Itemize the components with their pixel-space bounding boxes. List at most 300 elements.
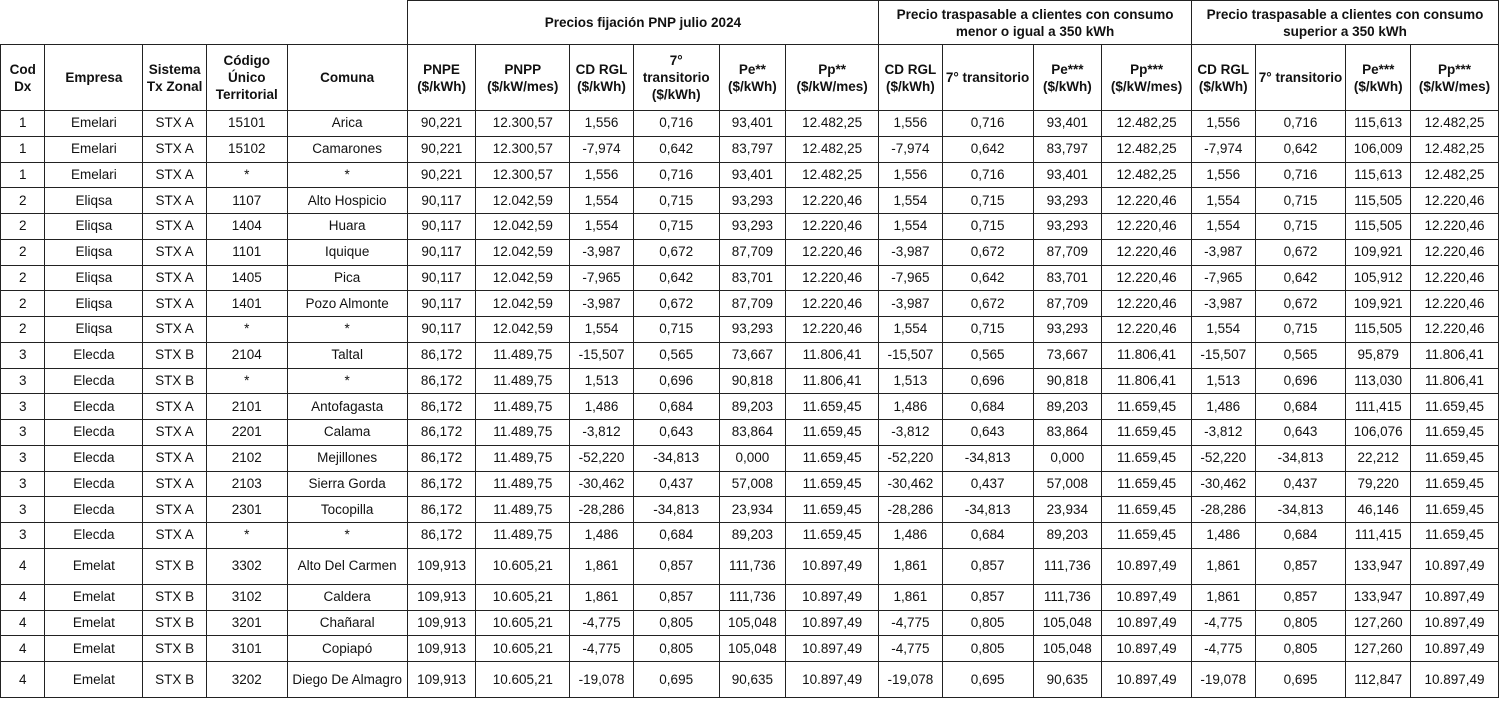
cell-cd-rgl: 1,554 xyxy=(570,317,634,343)
cell-codigo: 1101 xyxy=(206,239,287,265)
cell-pnpe: 90,221 xyxy=(407,111,476,137)
cell-cod-dx: 3 xyxy=(1,523,45,549)
cell-codigo: 15102 xyxy=(206,136,287,162)
cell-pnpp: 12.042,59 xyxy=(476,317,570,343)
cell-transitorio-le350: 0,695 xyxy=(942,662,1033,698)
cell-pp-le350: 12.220,46 xyxy=(1102,265,1192,291)
col-header-transitorio-gt350: 7° transitorio xyxy=(1255,45,1346,111)
cell-codigo: * xyxy=(206,368,287,394)
cell-pp: 11.659,45 xyxy=(786,445,879,471)
cell-transitorio-le350: -34,813 xyxy=(942,497,1033,523)
cell-pnpp: 12.042,59 xyxy=(476,291,570,317)
cell-pp-gt350: 12.482,25 xyxy=(1411,162,1499,188)
cell-cd-rgl: -3,987 xyxy=(570,291,634,317)
cell-cod-dx: 4 xyxy=(1,636,45,662)
cell-pp-gt350: 11.659,45 xyxy=(1411,523,1499,549)
cell-pnpe: 90,117 xyxy=(407,188,476,214)
cell-cd-rgl: 1,861 xyxy=(570,548,634,584)
cell-cd-rgl-le350: 1,513 xyxy=(879,368,943,394)
cell-cod-dx: 3 xyxy=(1,394,45,420)
cell-pe-le350: 89,203 xyxy=(1033,394,1102,420)
cell-pp-gt350: 11.806,41 xyxy=(1411,342,1499,368)
cell-pp-gt350: 11.659,45 xyxy=(1411,471,1499,497)
cell-pp-le350: 11.659,45 xyxy=(1102,445,1192,471)
cell-transitorio: 0,857 xyxy=(633,584,719,610)
col-header-empresa: Empresa xyxy=(45,45,143,111)
cell-cd-rgl-le350: 1,554 xyxy=(879,214,943,240)
cell-pe-gt350: 133,947 xyxy=(1346,548,1411,584)
cell-sistema: STX B xyxy=(143,584,207,610)
cell-codigo: 1401 xyxy=(206,291,287,317)
cell-transitorio-le350: 0,672 xyxy=(942,239,1033,265)
cell-transitorio-gt350: 0,716 xyxy=(1255,162,1346,188)
cell-cd-rgl: -4,775 xyxy=(570,636,634,662)
cell-cod-dx: 2 xyxy=(1,239,45,265)
cell-cod-dx: 2 xyxy=(1,265,45,291)
cell-pp-gt350: 12.482,25 xyxy=(1411,111,1499,137)
cell-comuna: Mejillones xyxy=(287,445,407,471)
cell-pe-gt350: 115,505 xyxy=(1346,214,1411,240)
cell-pnpp: 12.300,57 xyxy=(476,162,570,188)
cell-pe-gt350: 115,613 xyxy=(1346,162,1411,188)
cell-pnpp: 11.489,75 xyxy=(476,394,570,420)
cell-pp: 10.897,49 xyxy=(786,610,879,636)
cell-cd-rgl-gt350: 1,556 xyxy=(1192,162,1256,188)
table-row xyxy=(1,610,1499,636)
cell-pe-gt350: 127,260 xyxy=(1346,610,1411,636)
cell-pp-gt350: 10.897,49 xyxy=(1411,662,1499,698)
cell-codigo: 1404 xyxy=(206,214,287,240)
cell-cd-rgl-le350: -30,462 xyxy=(879,471,943,497)
cell-codigo: 3101 xyxy=(206,636,287,662)
cell-pnpp: 11.489,75 xyxy=(476,445,570,471)
cell-pe-le350: 111,736 xyxy=(1033,548,1102,584)
cell-empresa: Elecda xyxy=(45,497,143,523)
cell-codigo: 3302 xyxy=(206,548,287,584)
cell-cd-rgl: 1,554 xyxy=(570,188,634,214)
cell-cd-rgl: -3,812 xyxy=(570,420,634,446)
cell-empresa: Elecda xyxy=(45,471,143,497)
cell-codigo: 15101 xyxy=(206,111,287,137)
cell-cd-rgl: 1,556 xyxy=(570,162,634,188)
cell-cd-rgl: 1,486 xyxy=(570,523,634,549)
cell-comuna: * xyxy=(287,317,407,343)
cell-sistema: STX B xyxy=(143,548,207,584)
cell-pp-le350: 11.659,45 xyxy=(1102,420,1192,446)
cell-pe-le350: 83,701 xyxy=(1033,265,1102,291)
cell-empresa: Eliqsa xyxy=(45,317,143,343)
table-row xyxy=(1,523,1499,549)
cell-transitorio-le350: 0,696 xyxy=(942,368,1033,394)
col-header-pp-gt350: Pp*** ($/kW/mes) xyxy=(1411,45,1499,111)
cell-sistema: STX A xyxy=(143,188,207,214)
cell-codigo: 2101 xyxy=(206,394,287,420)
cell-transitorio: 0,805 xyxy=(633,636,719,662)
cell-cd-rgl-le350: 1,486 xyxy=(879,394,943,420)
cell-pnpp: 11.489,75 xyxy=(476,368,570,394)
cell-pnpe: 109,913 xyxy=(407,548,476,584)
table-row xyxy=(1,265,1499,291)
cell-pe: 90,635 xyxy=(719,662,786,698)
table-row xyxy=(1,239,1499,265)
cell-cd-rgl-gt350: 1,513 xyxy=(1192,368,1256,394)
cell-pe: 111,736 xyxy=(719,548,786,584)
cell-transitorio-gt350: 0,642 xyxy=(1255,136,1346,162)
cell-sistema: STX A xyxy=(143,136,207,162)
cell-pnpp: 11.489,75 xyxy=(476,420,570,446)
cell-pe-gt350: 111,415 xyxy=(1346,394,1411,420)
cell-cod-dx: 4 xyxy=(1,548,45,584)
cell-cd-rgl-gt350: 1,554 xyxy=(1192,188,1256,214)
cell-pnpe: 109,913 xyxy=(407,662,476,698)
cell-empresa: Eliqsa xyxy=(45,214,143,240)
table-row xyxy=(1,420,1499,446)
cell-pnpp: 10.605,21 xyxy=(476,610,570,636)
cell-transitorio-le350: 0,672 xyxy=(942,291,1033,317)
cell-pe: 111,736 xyxy=(719,584,786,610)
cell-transitorio-le350: 0,716 xyxy=(942,111,1033,137)
cell-transitorio-le350: 0,642 xyxy=(942,136,1033,162)
cell-pp: 11.659,45 xyxy=(786,471,879,497)
cell-cd-rgl-le350: -4,775 xyxy=(879,636,943,662)
group-header-le350: Precio traspasable a clientes con consumo menor o igual a 350 kWh xyxy=(879,1,1192,45)
cell-codigo: * xyxy=(206,523,287,549)
cell-sistema: STX A xyxy=(143,471,207,497)
cell-transitorio: 0,805 xyxy=(633,610,719,636)
cell-pe-le350: 93,401 xyxy=(1033,111,1102,137)
cell-pnpe: 90,221 xyxy=(407,136,476,162)
cell-pp-le350: 12.482,25 xyxy=(1102,162,1192,188)
cell-pp-gt350: 12.220,46 xyxy=(1411,291,1499,317)
cell-pp: 10.897,49 xyxy=(786,584,879,610)
cell-pe: 87,709 xyxy=(719,239,786,265)
cell-pp-le350: 12.220,46 xyxy=(1102,317,1192,343)
group-header-gt350: Precio traspasable a clientes con consumo superior a 350 kWh xyxy=(1192,1,1499,45)
cell-transitorio-le350: 0,857 xyxy=(942,548,1033,584)
cell-pe: 73,667 xyxy=(719,342,786,368)
cell-cd-rgl-le350: -52,220 xyxy=(879,445,943,471)
cell-empresa: Emelari xyxy=(45,162,143,188)
cell-cd-rgl: -28,286 xyxy=(570,497,634,523)
cell-cd-rgl-gt350: 1,554 xyxy=(1192,317,1256,343)
cell-pe-gt350: 106,076 xyxy=(1346,420,1411,446)
cell-pe-le350: 57,008 xyxy=(1033,471,1102,497)
cell-transitorio: 0,672 xyxy=(633,291,719,317)
cell-cd-rgl-le350: -7,974 xyxy=(879,136,943,162)
col-header-sistema: Sistema Tx Zonal xyxy=(143,45,207,111)
cell-pe: 93,293 xyxy=(719,317,786,343)
cell-pp-le350: 12.220,46 xyxy=(1102,239,1192,265)
cell-cd-rgl-le350: -3,987 xyxy=(879,291,943,317)
cell-transitorio-gt350: 0,684 xyxy=(1255,523,1346,549)
col-header-pnpp: PNPP ($/kW/mes) xyxy=(476,45,570,111)
cell-pe: 89,203 xyxy=(719,523,786,549)
cell-pnpe: 90,221 xyxy=(407,162,476,188)
cell-sistema: STX A xyxy=(143,394,207,420)
cell-pe: 23,934 xyxy=(719,497,786,523)
table-row xyxy=(1,214,1499,240)
cell-cd-rgl-le350: -19,078 xyxy=(879,662,943,698)
cell-codigo: 1107 xyxy=(206,188,287,214)
cell-comuna: Chañaral xyxy=(287,610,407,636)
cell-cd-rgl: 1,556 xyxy=(570,111,634,137)
cell-codigo: 2104 xyxy=(206,342,287,368)
cell-transitorio-le350: 0,437 xyxy=(942,471,1033,497)
cell-transitorio: 0,715 xyxy=(633,214,719,240)
cell-sistema: STX B xyxy=(143,368,207,394)
cell-pnpe: 90,117 xyxy=(407,291,476,317)
cell-pp-gt350: 12.220,46 xyxy=(1411,265,1499,291)
cell-pe-gt350: 133,947 xyxy=(1346,584,1411,610)
cell-pe-le350: 23,934 xyxy=(1033,497,1102,523)
cell-transitorio: 0,437 xyxy=(633,471,719,497)
cell-pnpp: 12.042,59 xyxy=(476,265,570,291)
cell-cod-dx: 3 xyxy=(1,342,45,368)
cell-pe-gt350: 105,912 xyxy=(1346,265,1411,291)
cell-empresa: Eliqsa xyxy=(45,265,143,291)
cell-pe-le350: 83,797 xyxy=(1033,136,1102,162)
cell-pe-le350: 89,203 xyxy=(1033,523,1102,549)
cell-pnpp: 12.042,59 xyxy=(476,214,570,240)
table-row xyxy=(1,394,1499,420)
col-header-comuna: Comuna xyxy=(287,45,407,111)
cell-transitorio-le350: 0,715 xyxy=(942,188,1033,214)
cell-cd-rgl-gt350: 1,486 xyxy=(1192,394,1256,420)
cell-pp-le350: 12.482,25 xyxy=(1102,111,1192,137)
cell-pe: 83,797 xyxy=(719,136,786,162)
cell-pe-le350: 73,667 xyxy=(1033,342,1102,368)
cell-cd-rgl-gt350: 1,861 xyxy=(1192,584,1256,610)
cell-pnpp: 11.489,75 xyxy=(476,342,570,368)
cell-transitorio: 0,643 xyxy=(633,420,719,446)
cell-sistema: STX A xyxy=(143,265,207,291)
cell-comuna: Arica xyxy=(287,111,407,137)
cell-transitorio-gt350: 0,857 xyxy=(1255,584,1346,610)
cell-transitorio: 0,672 xyxy=(633,239,719,265)
cell-pp: 12.220,46 xyxy=(786,214,879,240)
cell-pe-le350: 93,293 xyxy=(1033,214,1102,240)
cell-pnpe: 86,172 xyxy=(407,342,476,368)
cell-pe: 105,048 xyxy=(719,636,786,662)
cell-sistema: STX A xyxy=(143,497,207,523)
cell-empresa: Elecda xyxy=(45,523,143,549)
cell-pp: 12.220,46 xyxy=(786,291,879,317)
cell-pe-gt350: 111,415 xyxy=(1346,523,1411,549)
cell-pp-le350: 10.897,49 xyxy=(1102,548,1192,584)
cell-pp-gt350: 10.897,49 xyxy=(1411,548,1499,584)
cell-pe-gt350: 46,146 xyxy=(1346,497,1411,523)
cell-cd-rgl-le350: 1,861 xyxy=(879,584,943,610)
col-header-codigo: Código Único Territorial xyxy=(206,45,287,111)
cell-sistema: STX A xyxy=(143,445,207,471)
cell-pnpe: 86,172 xyxy=(407,420,476,446)
cell-cd-rgl-le350: 1,554 xyxy=(879,317,943,343)
cell-cd-rgl-gt350: 1,556 xyxy=(1192,111,1256,137)
cell-pe-le350: 90,818 xyxy=(1033,368,1102,394)
cell-pnpe: 90,117 xyxy=(407,239,476,265)
table-row xyxy=(1,662,1499,698)
cell-sistema: STX B xyxy=(143,610,207,636)
cell-pe: 87,709 xyxy=(719,291,786,317)
cell-cd-rgl-gt350: -3,987 xyxy=(1192,239,1256,265)
cell-pp-le350: 10.897,49 xyxy=(1102,584,1192,610)
cell-pe-gt350: 127,260 xyxy=(1346,636,1411,662)
cell-cd-rgl-le350: -3,812 xyxy=(879,420,943,446)
cell-pe-gt350: 109,921 xyxy=(1346,239,1411,265)
cell-comuna: * xyxy=(287,368,407,394)
cell-pe-le350: 93,401 xyxy=(1033,162,1102,188)
cell-codigo: 1405 xyxy=(206,265,287,291)
cell-pe-gt350: 95,879 xyxy=(1346,342,1411,368)
cell-empresa: Elecda xyxy=(45,445,143,471)
cell-comuna: Pozo Almonte xyxy=(287,291,407,317)
cell-pp: 12.220,46 xyxy=(786,188,879,214)
cell-sistema: STX B xyxy=(143,636,207,662)
cell-transitorio-gt350: 0,715 xyxy=(1255,214,1346,240)
cell-pe: 93,293 xyxy=(719,188,786,214)
table-body xyxy=(1,111,1499,698)
cell-transitorio: 0,642 xyxy=(633,265,719,291)
cell-cod-dx: 4 xyxy=(1,662,45,698)
cell-transitorio-gt350: 0,672 xyxy=(1255,239,1346,265)
cell-transitorio: 0,716 xyxy=(633,162,719,188)
cell-pnpe: 86,172 xyxy=(407,368,476,394)
cell-pp: 11.659,45 xyxy=(786,420,879,446)
table-row xyxy=(1,584,1499,610)
col-header-pe: Pe** ($/kWh) xyxy=(719,45,786,111)
cell-sistema: STX A xyxy=(143,523,207,549)
cell-pp-le350: 12.220,46 xyxy=(1102,291,1192,317)
table-row xyxy=(1,111,1499,137)
col-header-cd-rgl-gt350: CD RGL ($/kWh) xyxy=(1192,45,1256,111)
cell-cd-rgl-gt350: -7,965 xyxy=(1192,265,1256,291)
cell-cd-rgl: 1,861 xyxy=(570,584,634,610)
cell-transitorio-gt350: 0,715 xyxy=(1255,188,1346,214)
col-header-transitorio: 7° transitorio ($/kWh) xyxy=(633,45,719,111)
cell-codigo: 3102 xyxy=(206,584,287,610)
cell-pe-le350: 0,000 xyxy=(1033,445,1102,471)
cell-codigo: 2103 xyxy=(206,471,287,497)
cell-pnpp: 10.605,21 xyxy=(476,548,570,584)
cell-pe-le350: 93,293 xyxy=(1033,317,1102,343)
cell-sistema: STX A xyxy=(143,239,207,265)
cell-cod-dx: 3 xyxy=(1,471,45,497)
cell-pp-le350: 11.806,41 xyxy=(1102,342,1192,368)
cell-pnpe: 86,172 xyxy=(407,471,476,497)
cell-pe-le350: 87,709 xyxy=(1033,291,1102,317)
cell-cd-rgl: -7,974 xyxy=(570,136,634,162)
col-header-pnpe: PNPE ($/kWh) xyxy=(407,45,476,111)
cell-empresa: Elecda xyxy=(45,368,143,394)
cell-sistema: STX A xyxy=(143,162,207,188)
cell-codigo: 3201 xyxy=(206,610,287,636)
cell-transitorio-gt350: 0,684 xyxy=(1255,394,1346,420)
cell-transitorio: 0,684 xyxy=(633,394,719,420)
table-row xyxy=(1,548,1499,584)
cell-cod-dx: 3 xyxy=(1,445,45,471)
cell-pe: 57,008 xyxy=(719,471,786,497)
cell-pe-gt350: 22,212 xyxy=(1346,445,1411,471)
table-row xyxy=(1,136,1499,162)
cell-pe-le350: 87,709 xyxy=(1033,239,1102,265)
table-row xyxy=(1,636,1499,662)
cell-sistema: STX A xyxy=(143,420,207,446)
cell-pp-le350: 10.897,49 xyxy=(1102,636,1192,662)
col-header-pe-gt350: Pe*** ($/kWh) xyxy=(1346,45,1411,111)
cell-pp-gt350: 11.659,45 xyxy=(1411,394,1499,420)
cell-sistema: STX B xyxy=(143,662,207,698)
cell-sistema: STX A xyxy=(143,111,207,137)
cell-comuna: * xyxy=(287,162,407,188)
cell-transitorio-le350: 0,715 xyxy=(942,317,1033,343)
cell-empresa: Emelari xyxy=(45,111,143,137)
cell-pe: 83,701 xyxy=(719,265,786,291)
cell-transitorio-gt350: 0,716 xyxy=(1255,111,1346,137)
cell-codigo: 3202 xyxy=(206,662,287,698)
table-row xyxy=(1,188,1499,214)
cell-pnpe: 86,172 xyxy=(407,523,476,549)
col-header-pp: Pp** ($/kW/mes) xyxy=(786,45,879,111)
cell-cd-rgl: -15,507 xyxy=(570,342,634,368)
cell-pp-gt350: 11.806,41 xyxy=(1411,368,1499,394)
cell-pp-le350: 11.806,41 xyxy=(1102,368,1192,394)
cell-comuna: Alto Del Carmen xyxy=(287,548,407,584)
group-header-pnp: Precios fijación PNP julio 2024 xyxy=(407,1,878,45)
cell-pp: 11.659,45 xyxy=(786,394,879,420)
table-row xyxy=(1,291,1499,317)
cell-transitorio-gt350: 0,437 xyxy=(1255,471,1346,497)
col-header-transitorio-le350: 7° transitorio xyxy=(942,45,1033,111)
cell-comuna: Antofagasta xyxy=(287,394,407,420)
cell-comuna: * xyxy=(287,523,407,549)
cell-pp-le350: 12.220,46 xyxy=(1102,214,1192,240)
cell-cd-rgl-gt350: -3,812 xyxy=(1192,420,1256,446)
cell-transitorio-le350: 0,857 xyxy=(942,584,1033,610)
cell-cd-rgl-gt350: -4,775 xyxy=(1192,636,1256,662)
cell-cd-rgl-le350: 1,486 xyxy=(879,523,943,549)
cell-cd-rgl-gt350: -28,286 xyxy=(1192,497,1256,523)
cell-cd-rgl-gt350: -30,462 xyxy=(1192,471,1256,497)
cell-pe-gt350: 79,220 xyxy=(1346,471,1411,497)
cell-comuna: Iquique xyxy=(287,239,407,265)
cell-pp: 10.897,49 xyxy=(786,636,879,662)
cell-transitorio-le350: 0,684 xyxy=(942,394,1033,420)
cell-pp-gt350: 10.897,49 xyxy=(1411,636,1499,662)
cell-comuna: Taltal xyxy=(287,342,407,368)
cell-pe: 93,401 xyxy=(719,162,786,188)
cell-cod-dx: 1 xyxy=(1,162,45,188)
cell-pe-gt350: 115,613 xyxy=(1346,111,1411,137)
table-row xyxy=(1,471,1499,497)
cell-pe-le350: 111,736 xyxy=(1033,584,1102,610)
cell-comuna: Pica xyxy=(287,265,407,291)
cell-cd-rgl-le350: -28,286 xyxy=(879,497,943,523)
cell-comuna: Copiapó xyxy=(287,636,407,662)
cell-cd-rgl: -30,462 xyxy=(570,471,634,497)
cell-cd-rgl: -52,220 xyxy=(570,445,634,471)
cell-pe-le350: 105,048 xyxy=(1033,636,1102,662)
cell-empresa: Emelat xyxy=(45,610,143,636)
cell-transitorio: 0,695 xyxy=(633,662,719,698)
cell-cd-rgl-gt350: 1,861 xyxy=(1192,548,1256,584)
cell-transitorio-gt350: 0,695 xyxy=(1255,662,1346,698)
cell-codigo: * xyxy=(206,317,287,343)
cell-transitorio: 0,715 xyxy=(633,188,719,214)
cell-cd-rgl: 1,554 xyxy=(570,214,634,240)
table-row xyxy=(1,342,1499,368)
cell-transitorio: 0,684 xyxy=(633,523,719,549)
cell-cod-dx: 1 xyxy=(1,111,45,137)
